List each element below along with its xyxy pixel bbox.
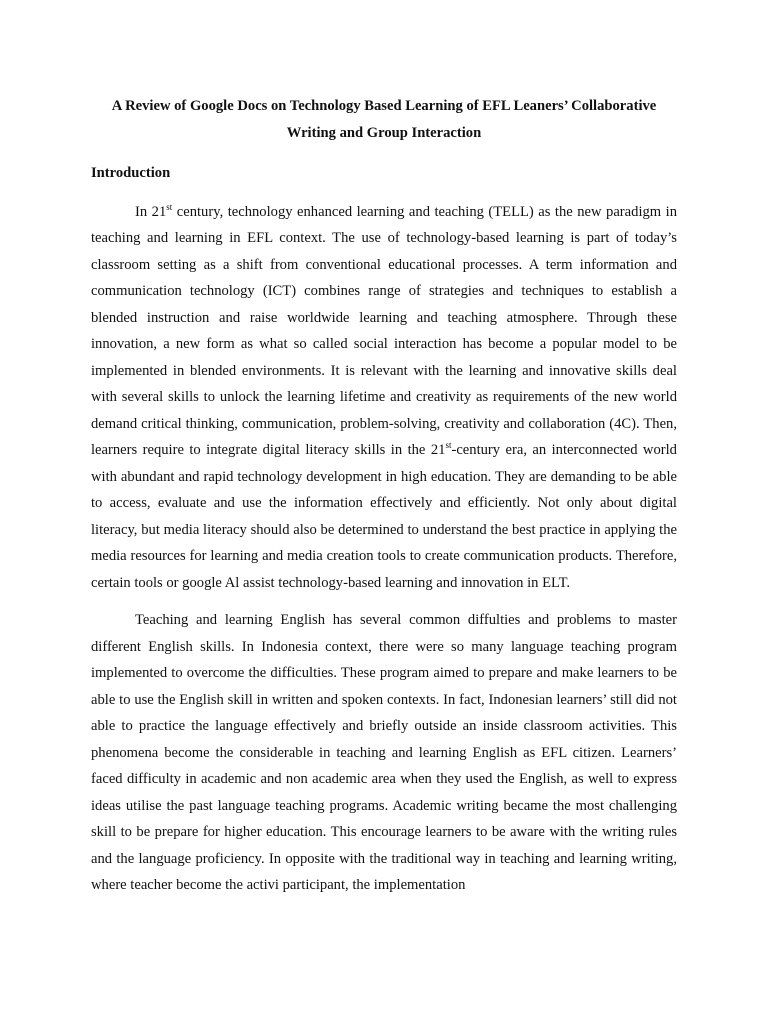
section-heading-introduction: Introduction	[91, 165, 171, 181]
paper-title: A Review of Google Docs on Technology Based Learning of EFL Leaners’ Collaborative Writing and Group Interaction	[111, 98, 657, 141]
paragraph-1-text-c: -century era, an interconnected world with abundant and rapid technology development in high education. They are demanding to be able to access, evaluate and use the information effectively and efficiently. Not only about digital literacy, but media literacy should also be determined to understand the best practice in applying the media resources for learning and media creation tools to create communication products. Therefore, certain tools or google Al assist technology-based learning and innovation in ELT.	[91, 442, 677, 591]
paragraph-1	[91, 199, 677, 597]
paragraph-1-text-a: In 21	[135, 203, 167, 220]
paragraph-2: Teaching and learning English has several common diffulties and problems to master different English skills. In Indonesia context, there were so many language teaching program implemented to overcome the difficulties. These program aimed to prepare and make learners to be able to use the English skill in written and spoken contexts. In fact, Indonesian learners’ still did not able to practice the language effectively and briefly outside an inside classroom activities. This phenomena become the considerable in teaching and learning English as EFL citizen. Learners’ faced difficulty in academic and non academic area when they used the English, as well to express ideas utilise the past language teaching programs. Academic writing became the most challenging skill to be prepare for higher education. This encourage learners to be aware with the writing rules and the language proficiency. In opposite with the traditional way in teaching and learning writing, where teacher become the activi participant, the implementation	[91, 612, 677, 893]
paragraph-1-text-b: century, technology enhanced learning and teaching (TELL) as the new paradigm in teaching and learning in EFL context. The use of technology-based learning is part of today’s classroom setting as a shift from conventional educational processes. A term information and communication technology (ICT) combines range of strategies and techniques to establish a blended instruction and raise worldwide learning and teaching atmosphere. Through these innovation, a new form as what so called social interaction has become a popular model to be implemented in blended environments. It is relevant with the learning and innovative skills deal with several skills to unlock the learning lifetime and creativity as requirements of the new world demand critical thinking, communication, problem-solving, creativity and collaboration (4C). Then, learners require to integrate digital literacy skills in the 21	[91, 203, 677, 458]
superscript-st-1: st	[166, 201, 173, 212]
superscript-st-2: st	[445, 440, 452, 450]
